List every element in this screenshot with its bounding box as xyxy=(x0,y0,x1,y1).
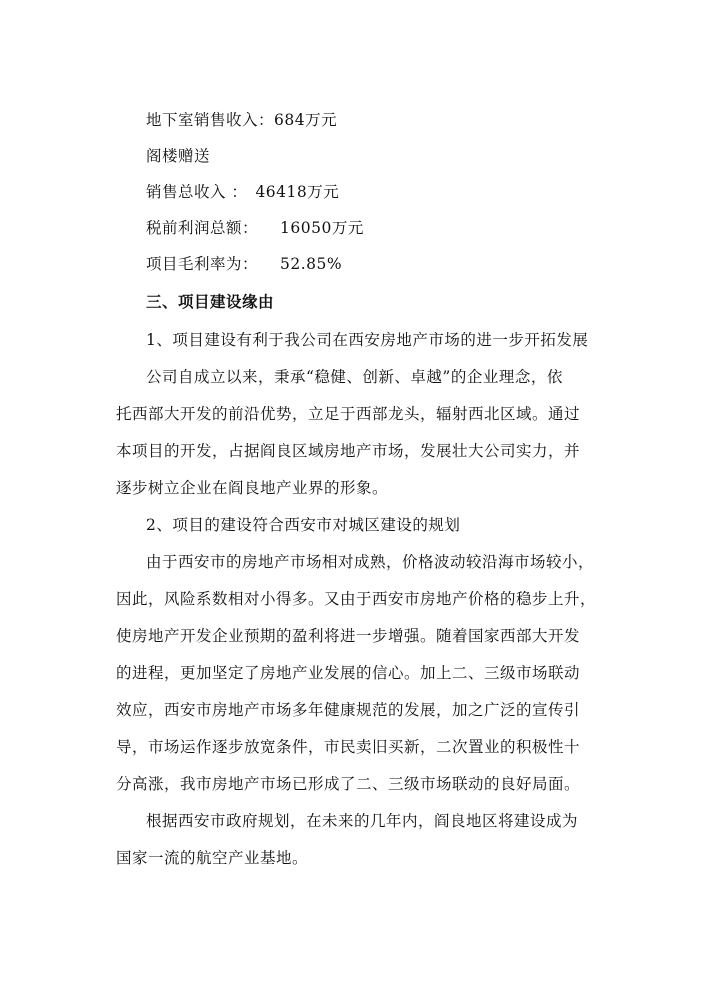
para3-line: 国家一流的航空产业基地。 xyxy=(116,849,309,867)
para2-line: 分高涨，我市房地产市场已形成了二、三级市场联动的良好局面。 xyxy=(116,775,581,793)
para1-line: 逐步树立企业在阎良地产业界的形象。 xyxy=(116,479,389,497)
para2-line: 使房地产开发企业预期的盈利将进一步增强。随着国家西部大开发 xyxy=(116,627,581,645)
para1-line: 公司自成立以来，秉承“稳健、创新、卓越”的企业理念，依 xyxy=(146,368,563,386)
pretax-profit-label: 税前利润总额： xyxy=(146,219,259,237)
basement-sales-label: 地下室销售收入： xyxy=(146,111,275,129)
para2-line: 效应，西安市房地产市场多年健康规范的发展，加之广泛的宣传引 xyxy=(116,701,581,719)
total-sales-line xyxy=(146,182,636,202)
subheading-2: 2、项目的建设符合西安市对城区建设的规划 xyxy=(146,516,461,534)
gross-margin-line xyxy=(146,254,636,274)
para1-line: 托西部大开发的前沿优势，立足于西部龙头，辐射西北区域。通过 xyxy=(116,405,581,423)
pretax-profit-line xyxy=(146,218,636,238)
attic-line: 阁楼赠送 xyxy=(146,147,211,165)
gross-margin-label: 项目毛利率为： xyxy=(146,255,259,273)
basement-sales-line xyxy=(146,110,636,130)
section-heading: 三、项目建设缘由 xyxy=(146,292,275,311)
para1-line: 本项目的开发，占据阎良区域房地产市场，发展壮大公司实力，并 xyxy=(116,442,581,460)
para3-line: 根据西安市政府规划，在未来的几年内，阎良地区将建设成为 xyxy=(146,812,579,830)
basement-sales-value: 684万元 xyxy=(274,111,338,129)
para2-line: 的进程，更加坚定了房地产业发展的信心。加上二、三级市场联动 xyxy=(116,664,581,682)
subheading-1: 1、项目建设有利于我公司在西安房地产市场的进一步开拓发展 xyxy=(146,331,589,349)
para2-line: 由于西安市的房地产市场相对成熟，价格波动较沿海市场较小， xyxy=(146,553,595,571)
para2-line: 因此，风险系数相对小得多。又由于西安市房地产价格的稳步上升， xyxy=(116,590,597,608)
total-sales-label: 销售总收入 ： xyxy=(146,183,248,201)
total-sales-value: 46418万元 xyxy=(255,183,340,201)
para2-line: 导，市场运作逐步放宽条件，市民卖旧买新，二次置业的积极性十 xyxy=(116,738,581,756)
pretax-profit-value: 16050万元 xyxy=(280,219,364,237)
gross-margin-value: 52.85% xyxy=(280,255,343,273)
